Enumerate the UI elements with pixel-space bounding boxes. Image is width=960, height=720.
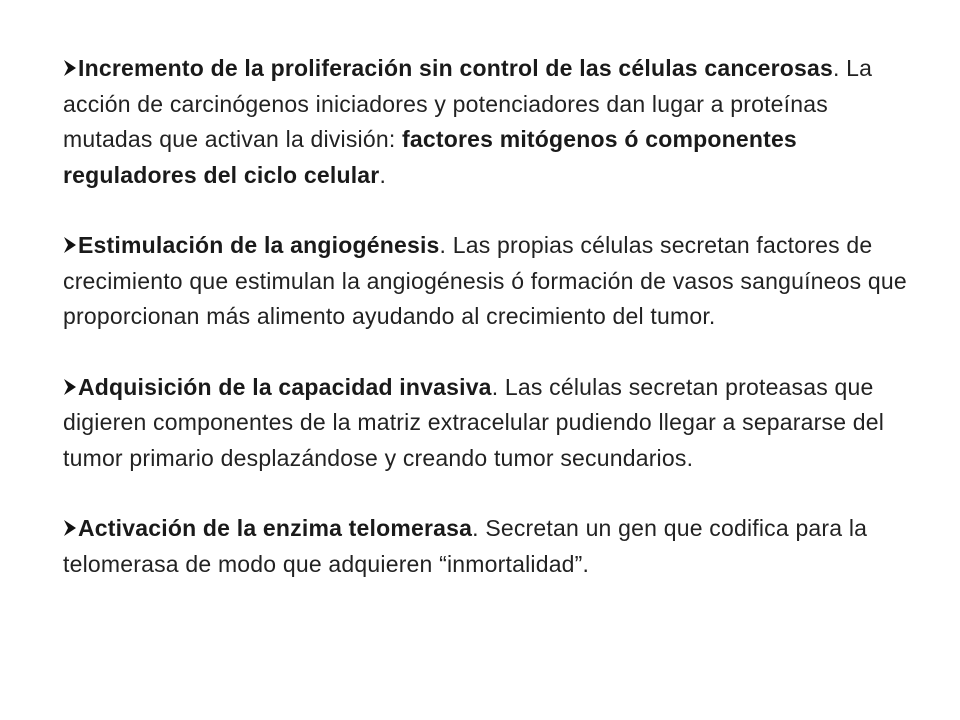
slide-body [63,51,923,582]
bullet-title: Activación de la enzima telomerasa [78,515,473,541]
arrowhead-bullet-icon [63,235,77,255]
bullet-emphasis: factores mitógenos ó componentes reguladores del ciclo celular [63,126,797,188]
bullet-text: . Secretan un gen que codifica para la telomerasa de modo que adquieren “inmortalidad”. [63,515,868,577]
bullet-text: . Las células secretan proteasas que digieren componentes de la matriz extracelular pudiendo llegar a separarse del tumor primario desplazándose y creando tumor secundarios. [63,373,885,471]
bullet-proliferation [63,51,923,193]
bullet-invasive-capacity [63,370,923,477]
bullet-text: . Las propias células secretan factores de crecimiento que estimulan la angiogénesis ó formación de vasos sanguíneos que proporcionan más alimento ayudando al crecimiento del tumor. [63,232,907,329]
arrowhead-bullet-icon [63,58,77,78]
bullet-angiogenesis [63,228,923,335]
arrowhead-bullet-icon [63,518,77,538]
bullet-title: Adquisición de la capacidad invasiva [78,373,492,400]
bullet-end: . [379,161,387,188]
bullet-title: Estimulación de la angiogénesis [78,232,440,258]
bullet-title: Incremento de la proliferación sin control de las células cancerosas [78,55,833,81]
bullet-telomerase [63,511,923,582]
arrowhead-bullet-icon [63,377,77,397]
bullet-text: . La acción de carcinógenos iniciadores y potenciadores dan lugar a proteínas mutadas que activan la división: [63,55,873,152]
